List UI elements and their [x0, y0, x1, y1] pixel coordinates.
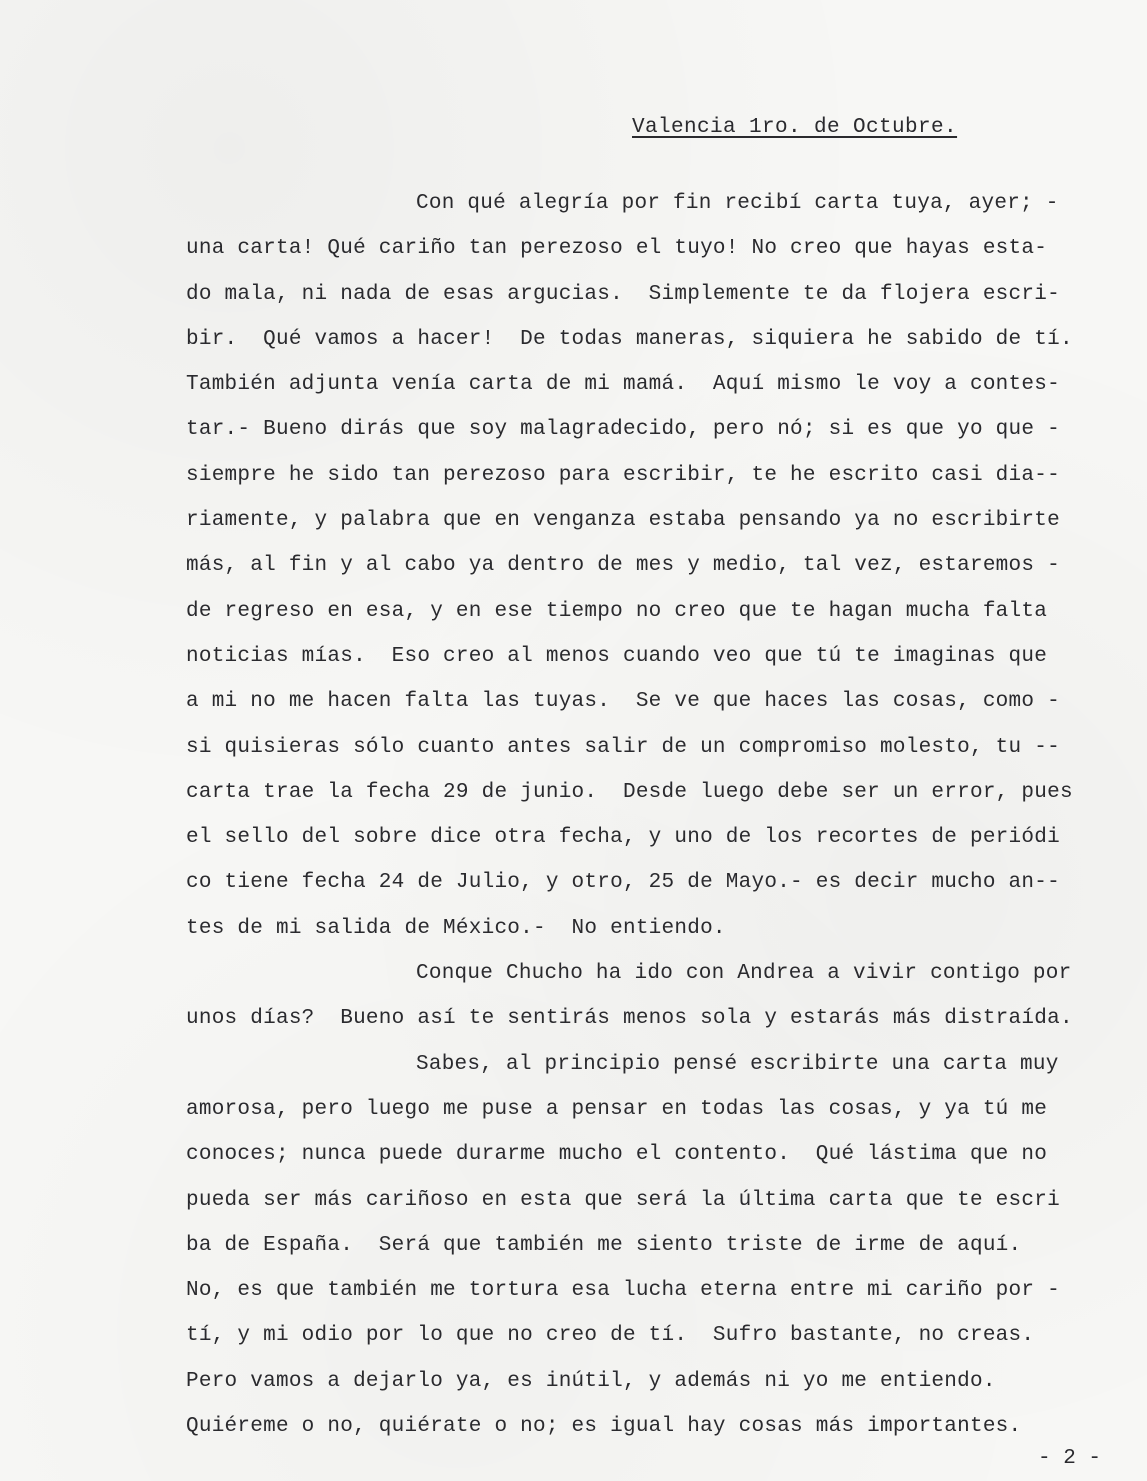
text-line: Con qué alegría por fin recibí carta tuya, ayer; - — [416, 192, 1059, 215]
text-line: si quisieras sólo cuanto antes salir de un compromiso molesto, tu -- — [186, 735, 1060, 759]
letter-body — [186, 181, 1126, 1449]
text-line: unos días? Bueno así te sentirás menos sola y estarás más distraída. — [186, 1007, 1073, 1031]
text-line: Pero vamos a dejarlo ya, es inútil, y además ni yo me entiendo. — [186, 1369, 996, 1393]
text-line: riamente, y palabra que en venganza estaba pensando ya no escribirte — [186, 509, 1060, 533]
text-line: tes de mi salida de México.- No entiendo. — [186, 916, 726, 940]
text-line: más, al fin y al cabo ya dentro de mes y medio, tal vez, estaremos - — [186, 554, 1060, 578]
text-line: a mi no me hacen falta las tuyas. Se ve que haces las cosas, como - — [186, 690, 1060, 714]
text-line: Quiéreme o no, quiérate o no; es igual hay cosas más importantes. — [186, 1415, 1022, 1439]
text-line: bir. Qué vamos a hacer! De todas maneras, siquiera he sabido de tí. — [186, 327, 1073, 351]
text-line: carta trae la fecha 29 de junio. Desde luego debe ser un error, pues — [186, 780, 1073, 804]
text-line: ba de España. Será que también me siento triste de irme de aquí. — [186, 1233, 1022, 1257]
text-line: tí, y mi odio por lo que no creo de tí. Sufro bastante, no creas. — [186, 1324, 1035, 1348]
text-line: Conque Chucho ha ido con Andrea a vivir contigo por — [416, 962, 1072, 986]
text-line: noticias mías. Eso creo al menos cuando veo que tú te imaginas que — [186, 644, 1048, 668]
text-line: do mala, ni nada de esas argucias. Simplemente te da flojera escri- — [186, 282, 1060, 306]
text-line: pueda ser más cariñoso en esta que será la última carta que te escri — [186, 1188, 1060, 1212]
text-line: co tiene fecha 24 de Julio, y otro, 25 de Mayo.- es decir mucho an-- — [186, 871, 1060, 895]
text-line: No, es que también me tortura esa lucha eterna entre mi cariño por - — [186, 1279, 1060, 1303]
text-line: el sello del sobre dice otra fecha, y uno de los recortes de periódi — [186, 826, 1060, 850]
letter-heading: Valencia 1ro. de Octubre. — [632, 116, 958, 139]
text-line: tar.- Bueno dirás que soy malagradecido, pero nó; si es que yo que - — [186, 418, 1060, 442]
text-line: siempre he sido tan perezoso para escribir, te he escrito casi dia-- — [186, 463, 1060, 487]
text-line: amorosa, pero luego me puse a pensar en todas las cosas, y ya tú me — [186, 1097, 1048, 1121]
text-line: También adjunta venía carta de mi mamá. Aquí mismo le voy a contes- — [186, 373, 1060, 397]
text-line: una carta! Qué cariño tan perezoso el tuyo! No creo que hayas esta- — [186, 237, 1048, 261]
text-line: de regreso en esa, y en ese tiempo no creo que te hagan mucha falta — [186, 599, 1048, 623]
text-line: conoces; nunca puede durarme mucho el contento. Qué lástima que no — [186, 1143, 1048, 1167]
text-line: Sabes, al principio pensé escribirte una carta muy — [416, 1052, 1059, 1076]
page-number: - 2 - — [1038, 1447, 1102, 1470]
